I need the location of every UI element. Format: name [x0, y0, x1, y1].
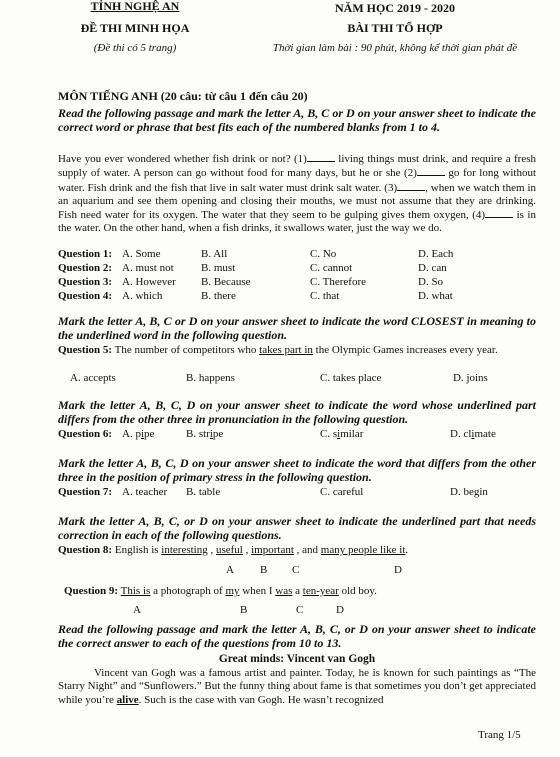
q2-option-d[interactable]: D. can: [418, 262, 447, 274]
section6-instruction: Read the following passage and mark the letter A, B, C, or D on your answer sheet to indicate the correct answer to each of the questions from 10 to 13.: [58, 622, 536, 651]
question-2: Question 2: A. must not B. must C. cannot D. can: [58, 262, 447, 274]
province-name: TỈNH NGHỆ AN: [90, 0, 180, 13]
question-9: Question 9: This is a photograph of my when I was a ten-year old boy.: [64, 585, 377, 597]
q8-letter-b: B: [260, 564, 268, 576]
q8-letter-c: C: [292, 564, 300, 576]
question-4: Question 4: A. which B. there C. that D. what: [58, 290, 453, 302]
q3-option-c[interactable]: C. Therefore: [310, 276, 366, 288]
section1-passage: Have you ever wondered whether fish drink or not? (1) living things must drink, and require a fresh supply of water. A person can go without food for many days, but he or she (2) go for long without water. Fish drink and the fish that live in salt water must drink salt water. (3) , when we watch them in an aquarium and see them opening and closing their mouths, we must not assume that they are drinking. Fish need water for its oxygen. The water that they seem to be gulping gives them oxygen, (4) is in the water. On the other hand, when a fish drinks, it swallows water, just the way we do.: [58, 153, 536, 235]
q1-option-b[interactable]: B. All: [201, 248, 228, 260]
section2-instruction: Mark the letter A, B, C or D on your answer sheet to indicate the word CLOSEST in meaning to the underlined word in the following question.: [58, 314, 536, 343]
q4-option-c[interactable]: C. that: [310, 290, 340, 302]
page-number: Trang 1/5: [478, 729, 521, 741]
q3-option-b[interactable]: B. Because: [201, 276, 251, 288]
subject-title: MÔN TIẾNG ANH (20 câu: từ câu 1 đến câu 20): [58, 89, 308, 103]
time-note: Thời gian làm bài : 90 phút, không kể thời gian phát đề: [272, 42, 518, 54]
question-8: Question 8: English is interesting , useful , important , and many people like it.: [58, 544, 409, 556]
blank-3: [397, 181, 425, 191]
q3-option-d[interactable]: D. So: [418, 276, 444, 288]
question-3: Question 3: A. However B. Because C. Therefore D. So: [58, 276, 444, 288]
q3-option-a[interactable]: A. However: [122, 276, 176, 288]
q9-letter-d: D: [336, 604, 344, 616]
q1-option-d[interactable]: D. Each: [418, 248, 454, 260]
q8-letter-d: D: [394, 564, 402, 576]
question-1: Question 1: A. Some B. All C. No D. Each: [58, 248, 454, 260]
question-7: Question 7: A. teacher B. table C. careful D. begin: [58, 486, 488, 498]
q5-options: [58, 372, 536, 386]
q6-option-a[interactable]: A. pipe: [122, 428, 155, 440]
section6-passage: Vincent van Gogh was a famous artist and painter. Today, he is known for such paintings as “The Starry Night” and “Sunflowers.” But the funny thing about fame is that sometimes you don’t get appreciated while you’re alive. Such is the case with van Gogh. He wasn’t recognized: [58, 667, 536, 706]
q8-letter-a: A: [226, 564, 234, 576]
pages-note: (Đề thi có 5 trang): [93, 42, 177, 54]
q9-letter-a: A: [133, 604, 141, 616]
q7-option-a[interactable]: A. teacher: [122, 486, 168, 498]
q4-option-a[interactable]: A. which: [122, 290, 163, 302]
q5-underlined: takes part in: [259, 344, 313, 356]
q5-option-a[interactable]: A. accepts: [70, 372, 116, 384]
q7-option-b[interactable]: B. table: [186, 486, 221, 498]
blank-1: [307, 152, 335, 162]
exam-type: ĐỀ THI MINH HỌA: [80, 21, 190, 35]
q7-option-c[interactable]: C. careful: [320, 486, 364, 498]
q6-option-b[interactable]: B. stripe: [186, 428, 224, 440]
q7-option-d[interactable]: D. begin: [450, 486, 488, 498]
test-name: BÀI THI TỔ HỢP: [347, 21, 443, 35]
q9-part-a[interactable]: This is: [120, 585, 151, 597]
q9-letter-b: B: [240, 604, 248, 616]
q8-part-c[interactable]: important: [251, 544, 294, 556]
q9-part-c[interactable]: was: [275, 585, 293, 597]
q5-option-d[interactable]: D. joins: [453, 372, 488, 384]
q9-letter-c: C: [296, 604, 304, 616]
question-5: Question 5: The number of competitors who takes part in the Olympic Games increases every year.: [58, 344, 498, 356]
q6-option-c[interactable]: C. similar: [320, 428, 364, 440]
q4-option-d[interactable]: D. what: [418, 290, 453, 302]
section4-instruction: Mark the letter A, B, C, D on your answer sheet to indicate the word that differs from the other three in the position of primary stress in the following question.: [58, 456, 536, 485]
section1-instruction: Read the following passage and mark the letter A, B, C or D on your answer sheet to indicate the correct word or phrase that best fits each of the numbered blanks from 1 to 4.: [58, 106, 536, 135]
q9-part-d[interactable]: ten-year: [302, 585, 339, 597]
question-6: Question 6: A. pipe B. stripe C. similar D. climate: [58, 428, 496, 440]
q2-option-a[interactable]: A. must not: [122, 262, 174, 274]
section3-instruction: Mark the letter A, B, C, D on your answer sheet to indicate the word whose underlined part differs from the other three in pronunciation in the following question.: [58, 398, 536, 427]
q4-option-b[interactable]: B. there: [201, 290, 236, 302]
q2-option-b[interactable]: B. must: [201, 262, 236, 274]
q8-part-b[interactable]: useful: [215, 544, 243, 556]
q1-option-a[interactable]: A. Some: [122, 248, 161, 260]
q5-option-c[interactable]: C. takes place: [320, 372, 382, 384]
q6-option-d[interactable]: D. climate: [450, 428, 496, 440]
q2-option-c[interactable]: C. cannot: [310, 262, 353, 274]
school-year: NĂM HỌC 2019 - 2020: [335, 1, 455, 15]
q8-part-a[interactable]: interesting: [161, 544, 208, 556]
q8-part-d[interactable]: many people like it: [320, 544, 406, 556]
q1-option-c[interactable]: C. No: [310, 248, 337, 260]
section5-instruction: Mark the letter A, B, C, or D on your answer sheet to indicate the underlined part that needs correction in each of the following questions.: [58, 514, 536, 543]
blank-2: [417, 166, 445, 176]
alive-underlined: alive: [116, 693, 139, 706]
passage-title: Great minds: Vincent van Gogh: [218, 653, 376, 665]
q9-part-b[interactable]: my: [225, 585, 240, 597]
q5-option-b[interactable]: B. happens: [186, 372, 235, 384]
blank-4: [485, 208, 513, 218]
